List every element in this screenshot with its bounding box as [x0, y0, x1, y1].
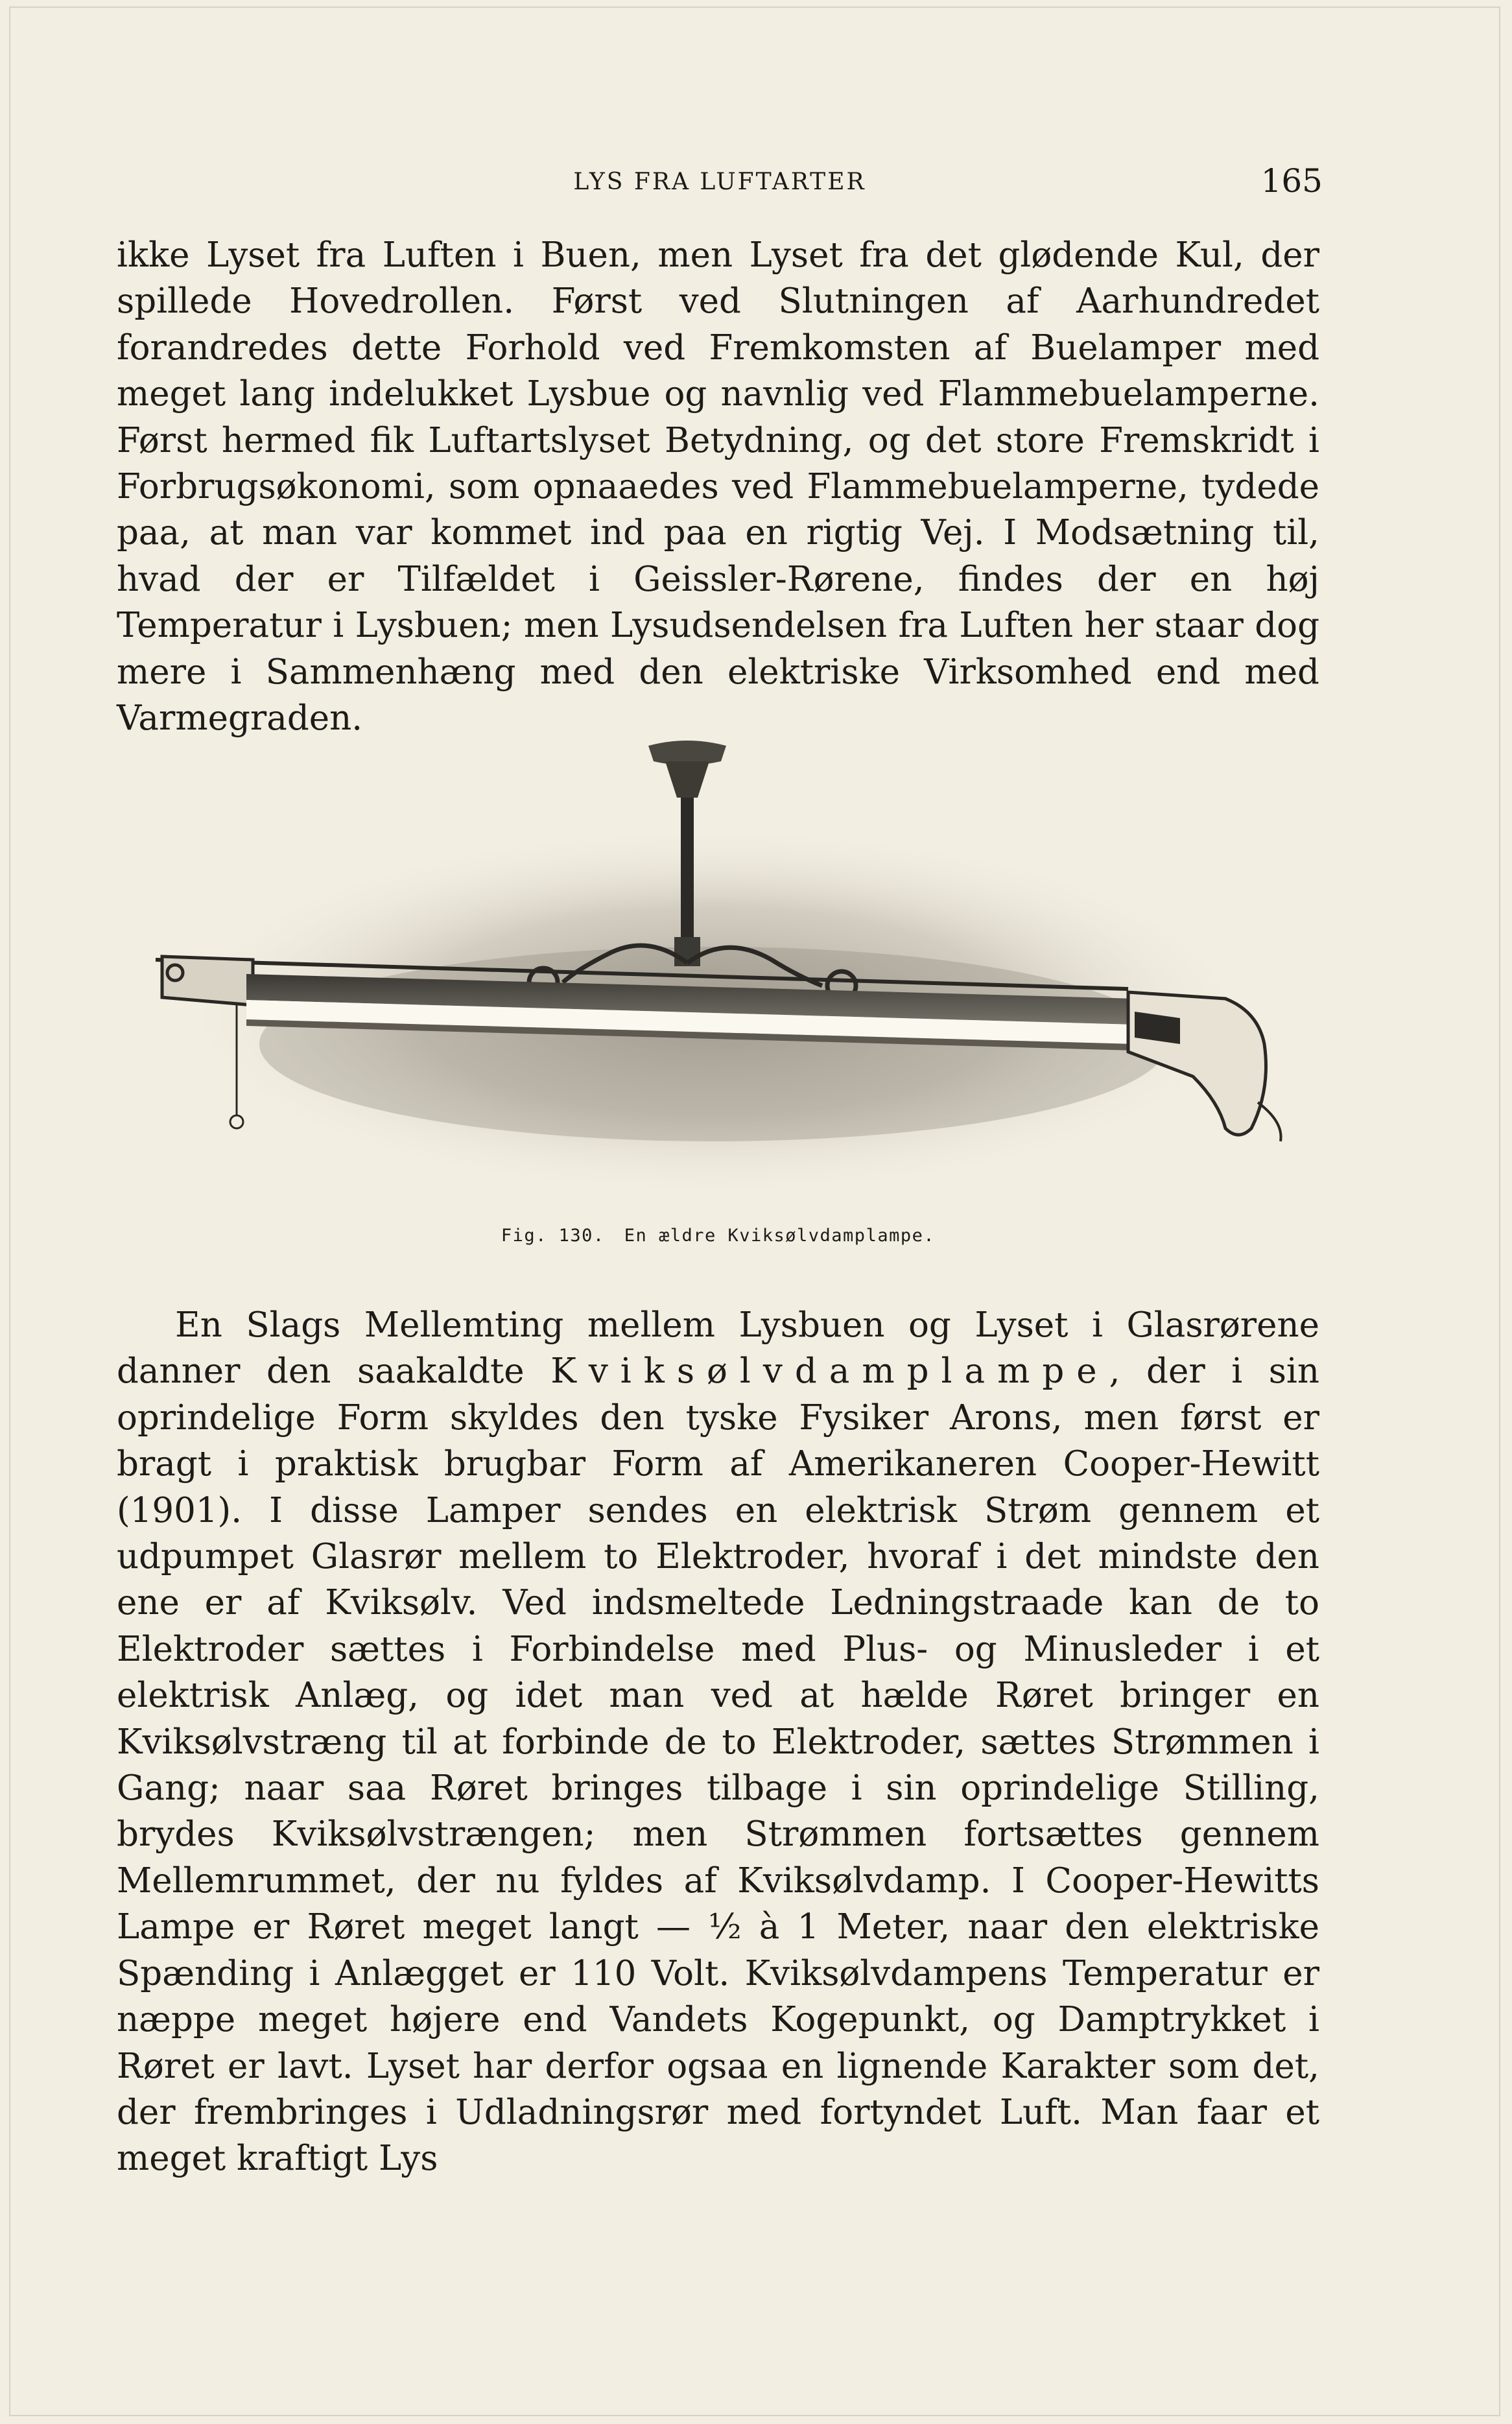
- figure-caption-text: En ældre Kviksølvdamplampe.: [624, 1226, 936, 1246]
- page-number: 165: [1260, 162, 1323, 200]
- paragraph-1: ikke Lyset fra Luften i Buen, men Lyset fra det glødende Kul, der spillede Hovedrollen. Først ved Slutningen af Aarhundredet forandredes dette Forhold ved Fremkomsten af Buelamper med meget lang indelukket Lysbue og navnlig ved Flammebuelamperne. Først hermed fik Luftartslyset Betydning, og det store Fremskridt i Forbrugsøkonomi, som opnaaedes ved Flammebuelamperne, tydede paa, at man var kommet ind paa en rigtig Vej. I Modsætning til, hvad der er Tilfældet i Geissler-Rørene, findes der en høj Temperatur i Lysbuen; men Lysudsendelsen fra Luften her staar dog mere i Sammenhæng med den elektriske Virksomhed end med Varmegraden.: [117, 235, 1319, 739]
- figure-caption: [117, 1226, 1319, 1246]
- paragraph-2: [117, 1302, 1319, 2182]
- figure-illustration: [156, 739, 1284, 1219]
- running-title: LYS FRA LUFTARTER: [573, 169, 866, 195]
- paragraph-2-start: En Slags Mellemting mellem Lysbuen og Lyset i Glasrørene danner den saakaldte: [117, 1305, 1319, 1392]
- figure-number: Fig. 130.: [501, 1226, 605, 1246]
- paragraph-2-rest: , der i sin oprindelige Form skyldes den tyske Fysiker Arons, men først er bragt i praktisk brugbar Form af Amerikaneren Cooper-Hewitt (1901). I disse Lamper sendes en elektrisk Strøm gennem et udpumpet Glasrør mellem to Elektroder, hvoraf i det mindste den ene er af Kviksølv. Ved indsmeltede Ledningstraade kan de to Elektroder sættes i Forbindelse med Plus- og Minusleder i et elektrisk Anlæg, og idet man ved at hælde Røret bringer en Kviksølvstræng til at forbinde de to Elektroder, sættes Strømmen i Gang; naar saa Røret bringes tilbage i sin oprindelige Stilling, brydes Kviksølvstrængen; men Strømmen fortsættes gennem Mellemrummet, der nu fyldes af Kviksølvdamp. I Cooper-Hewitts Lampe er Røret meget langt — ½ à 1 Meter, naar den elektriske Spænding i Anlægget er 110 Volt. Kviksølvdampens Temperatur er næppe meget højere end Vandets Kogepunkt, og Damptrykket i Røret er lavt. Lyset har derfor ogsaa en lignende Karakter som det, der frembringes i Udladningsrør med fortyndet Luft. Man faar et meget kraftigt Lys: [117, 1351, 1319, 2179]
- running-head: [117, 162, 1323, 201]
- spaced-term: Kviksølvdamplampe: [550, 1351, 1109, 1392]
- mercury-vapour-lamp-illustration: [156, 739, 1284, 1219]
